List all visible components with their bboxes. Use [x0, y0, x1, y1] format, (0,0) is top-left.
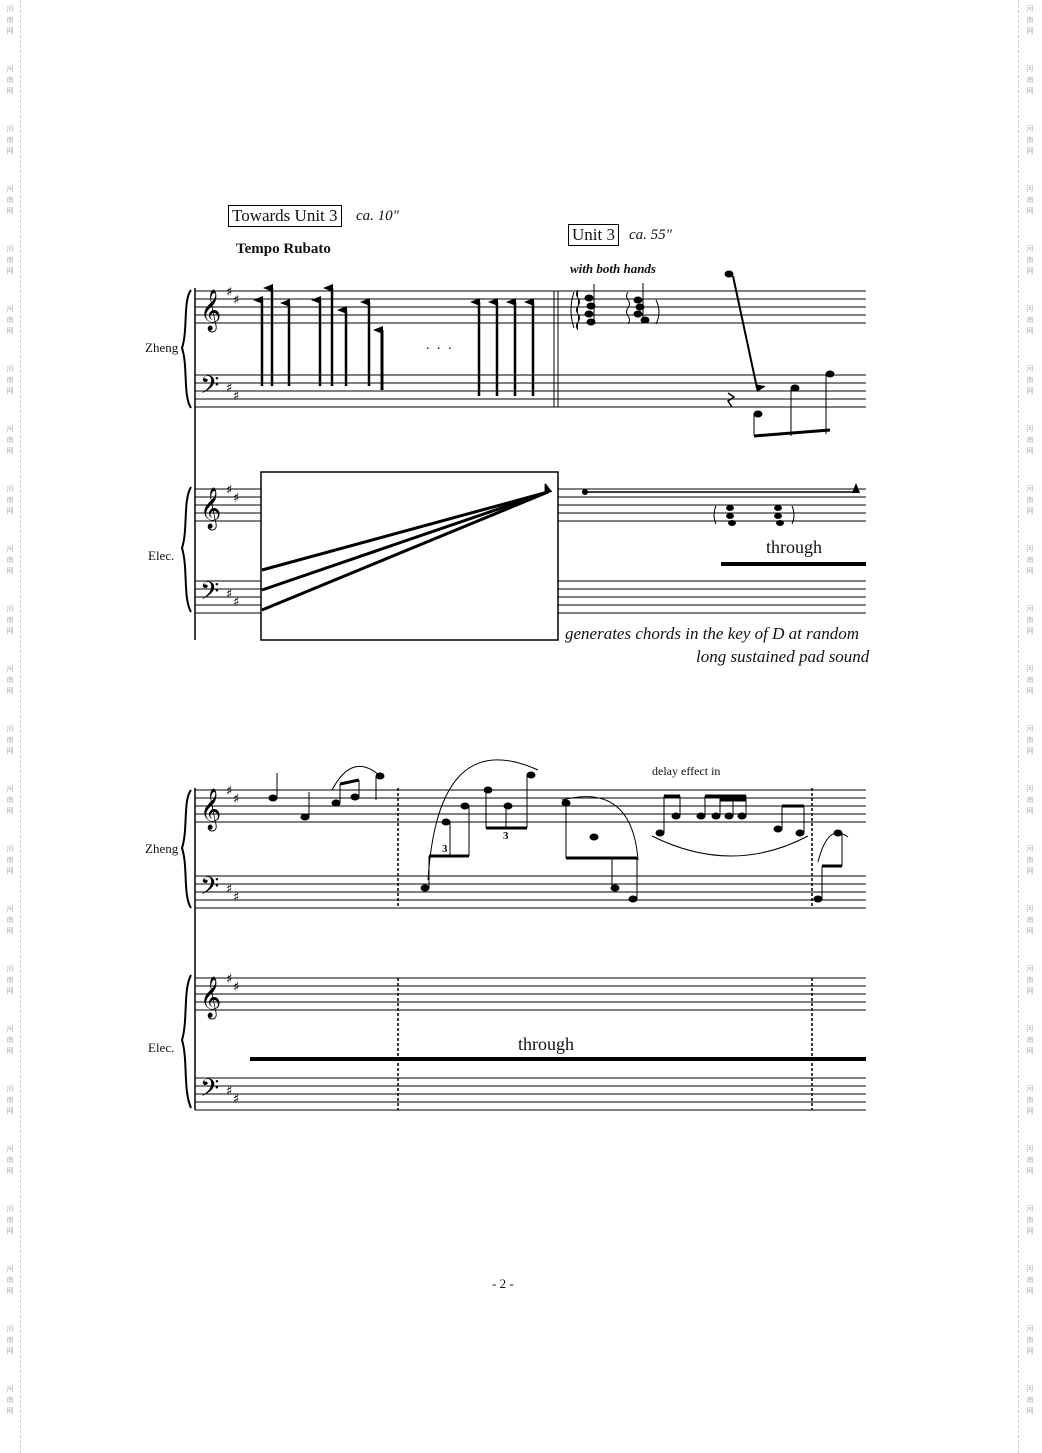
elec-label-2: Elec.: [148, 1040, 175, 1055]
watermark-glyph: 河: [6, 965, 14, 973]
watermark-glyph: 网: [1026, 447, 1034, 455]
watermark-glyph: 网: [1026, 1227, 1034, 1235]
watermark-glyph: 河: [1026, 485, 1034, 493]
watermark-glyph: 河: [1026, 1085, 1034, 1093]
watermark-glyph: 河: [1026, 1025, 1034, 1033]
watermark-glyph: 南: [6, 856, 14, 864]
watermark-glyph: 河: [6, 245, 14, 253]
watermark-glyph: 河: [6, 1205, 14, 1213]
watermark-glyph: 网: [1026, 147, 1034, 155]
watermark-glyph: 网: [1026, 627, 1034, 635]
watermark-glyph: 网: [6, 507, 14, 515]
watermark-glyph: 南: [6, 556, 14, 564]
watermark-glyph: 河: [1026, 65, 1034, 73]
watermark-glyph: 网: [6, 27, 14, 35]
watermark-glyph: 网: [6, 147, 14, 155]
svg-text:♯: ♯: [226, 587, 233, 602]
strum-arrows: [262, 288, 533, 396]
notes-measure-2: [421, 760, 848, 902]
watermark-glyph: 网: [1026, 1407, 1034, 1415]
elec-label-1: Elec.: [148, 548, 175, 563]
watermark-glyph: 网: [6, 1107, 14, 1115]
watermark-glyph: 河: [1026, 725, 1034, 733]
watermark-glyph: 河: [6, 305, 14, 313]
svg-text:𝄞: 𝄞: [200, 290, 222, 331]
zheng-treble-staff-2: [195, 790, 866, 822]
svg-text:♯: ♯: [233, 491, 240, 506]
watermark-glyph: 网: [6, 447, 14, 455]
watermark-glyph: 南: [1026, 916, 1034, 924]
watermark-glyph: 网: [6, 747, 14, 755]
watermark-glyph: 河: [6, 185, 14, 193]
watermark-glyph: 网: [1026, 1107, 1034, 1115]
watermark-glyph: 河: [1026, 365, 1034, 373]
watermark-glyph: 南: [1026, 1096, 1034, 1104]
watermark-glyph: 南: [1026, 1276, 1034, 1284]
watermark-glyph: 南: [1026, 376, 1034, 384]
towards-unit-label: Towards Unit 3: [228, 205, 342, 227]
watermark-glyph: 南: [1026, 436, 1034, 444]
technique-text: with both hands: [570, 261, 656, 276]
watermark-glyph: 网: [6, 567, 14, 575]
watermark-glyph: 网: [1026, 987, 1034, 995]
through-text-1: through: [766, 537, 822, 557]
watermark-glyph: 河: [6, 1085, 14, 1093]
notes-measure-1: [269, 766, 384, 820]
watermark-glyph: 网: [1026, 1287, 1034, 1295]
zheng-treble-staff: [195, 291, 866, 323]
watermark-glyph: 河: [1026, 125, 1034, 133]
svg-text:♯: ♯: [233, 1092, 240, 1107]
svg-text:♯: ♯: [233, 890, 240, 905]
watermark-glyph: 网: [6, 1287, 14, 1295]
zheng-bass-staff: [195, 375, 866, 407]
watermark-glyph: 南: [6, 1156, 14, 1164]
watermark-glyph: 网: [6, 387, 14, 395]
watermark-glyph: 南: [1026, 196, 1034, 204]
ellipsis: . . .: [426, 338, 454, 353]
svg-text:♯: ♯: [233, 293, 240, 308]
watermark-glyph: 南: [1026, 76, 1034, 84]
watermark-glyph: 南: [1026, 736, 1034, 744]
watermark-glyph: 网: [6, 927, 14, 935]
watermark-glyph: 南: [1026, 616, 1034, 624]
watermark-glyph: 南: [6, 1036, 14, 1044]
watermark-glyph: 河: [1026, 965, 1034, 973]
page-number: - 2 -: [492, 1276, 514, 1291]
watermark-glyph: 河: [6, 1025, 14, 1033]
triplet-mark-1: 3: [442, 843, 448, 855]
watermark-glyph: 河: [6, 665, 14, 673]
svg-text:♯: ♯: [226, 483, 233, 498]
watermark-glyph: 河: [1026, 605, 1034, 613]
watermark-glyph: 南: [6, 316, 14, 324]
watermark-glyph: 网: [1026, 867, 1034, 875]
svg-text:♯: ♯: [233, 980, 240, 995]
watermark-glyph: 南: [1026, 16, 1034, 24]
svg-text:♯: ♯: [226, 784, 233, 799]
watermark-glyph: 网: [1026, 927, 1034, 935]
zheng-label-2: Zheng: [145, 841, 179, 856]
watermark-glyph: 河: [6, 545, 14, 553]
unit-3-label: Unit 3: [568, 224, 619, 246]
watermark-glyph: 网: [6, 267, 14, 275]
watermark-glyph: 南: [1026, 316, 1034, 324]
watermark-glyph: 河: [1026, 305, 1034, 313]
watermark-glyph: 河: [1026, 1265, 1034, 1273]
watermark-glyph: 河: [6, 5, 14, 13]
triplet-mark-2: 3: [503, 830, 509, 842]
clefs-system-2: [200, 784, 239, 1109]
watermark-glyph: 河: [6, 365, 14, 373]
watermark-glyph: 网: [6, 1047, 14, 1055]
watermark-glyph: 南: [1026, 796, 1034, 804]
watermark-glyph: 河: [1026, 545, 1034, 553]
tempo-marking: Tempo Rubato: [236, 241, 331, 257]
watermark-glyph: 河: [1026, 1385, 1034, 1393]
elec-treble-staff-2: [195, 978, 866, 1010]
watermark-glyph: 网: [1026, 27, 1034, 35]
watermark-glyph: 河: [6, 725, 14, 733]
watermark-glyph: 河: [6, 1325, 14, 1333]
svg-text:♯: ♯: [233, 595, 240, 610]
watermark-glyph: 网: [1026, 807, 1034, 815]
through-text-2: through: [518, 1034, 574, 1054]
watermark-glyph: 网: [6, 627, 14, 635]
watermark-glyph: 南: [1026, 1156, 1034, 1164]
watermark-glyph: 南: [1026, 1336, 1034, 1344]
watermark-glyph: 南: [6, 436, 14, 444]
watermark-glyph: 网: [6, 867, 14, 875]
delay-effect-text: delay effect in: [652, 764, 721, 778]
watermark-glyph: 网: [1026, 387, 1034, 395]
watermark-glyph: 南: [6, 676, 14, 684]
watermark-glyph: 网: [1026, 327, 1034, 335]
watermark-glyph: 网: [6, 1347, 14, 1355]
svg-text:𝄞: 𝄞: [200, 789, 222, 830]
elec-bass-staff-2: [195, 1078, 866, 1110]
watermark-glyph: 网: [6, 1407, 14, 1415]
watermark-glyph: 河: [1026, 905, 1034, 913]
watermark-glyph: 南: [6, 256, 14, 264]
watermark-glyph: 河: [6, 425, 14, 433]
watermark-glyph: 网: [1026, 567, 1034, 575]
watermark-glyph: 南: [1026, 676, 1034, 684]
watermark-glyph: 南: [6, 1216, 14, 1224]
zheng-label-1: Zheng: [145, 340, 179, 355]
elec-chords: [714, 506, 794, 526]
watermark-glyph: 南: [6, 496, 14, 504]
dashed-barlines: [398, 788, 812, 1110]
watermark-glyph: 南: [1026, 496, 1034, 504]
watermark-glyph: 河: [1026, 245, 1034, 253]
watermark-glyph: 南: [6, 1276, 14, 1284]
watermark-glyph: 网: [1026, 1347, 1034, 1355]
watermark-glyph: 河: [1026, 1205, 1034, 1213]
watermark-glyph: 网: [6, 207, 14, 215]
watermark-glyph: 河: [6, 1265, 14, 1273]
zheng-bass-staff-2: [195, 876, 866, 908]
watermark-glyph: 河: [6, 845, 14, 853]
watermark-glyph: 南: [1026, 1396, 1034, 1404]
watermark-glyph: 河: [1026, 785, 1034, 793]
watermark-glyph: 南: [6, 916, 14, 924]
watermark-glyph: 南: [1026, 1216, 1034, 1224]
watermark-glyph: 南: [6, 1096, 14, 1104]
watermark-glyph: 河: [6, 125, 14, 133]
unit3-figure: [725, 271, 834, 436]
watermark-glyph: 南: [6, 376, 14, 384]
watermark-glyph: 河: [6, 785, 14, 793]
watermark-glyph: 南: [1026, 256, 1034, 264]
watermark-glyph: 网: [6, 1167, 14, 1175]
watermark-glyph: 网: [6, 87, 14, 95]
watermark-glyph: 网: [6, 1227, 14, 1235]
svg-text:𝄢: 𝄢: [200, 1074, 220, 1109]
watermark-glyph: 南: [6, 736, 14, 744]
watermark-glyph: 网: [1026, 507, 1034, 515]
watermark-glyph: 河: [1026, 665, 1034, 673]
svg-text:♯: ♯: [226, 381, 233, 396]
watermark-glyph: 河: [1026, 425, 1034, 433]
watermark-glyph: 网: [1026, 747, 1034, 755]
watermark-glyph: 河: [6, 905, 14, 913]
towards-duration: ca. 10": [356, 208, 399, 224]
svg-text:𝄢: 𝄢: [200, 371, 220, 406]
svg-text:♯: ♯: [226, 1084, 233, 1099]
svg-text:♯: ♯: [226, 882, 233, 897]
watermark-glyph: 河: [6, 1145, 14, 1153]
watermark-glyph: 河: [1026, 1325, 1034, 1333]
watermark-glyph: 河: [6, 605, 14, 613]
watermark-glyph: 南: [6, 136, 14, 144]
watermark-glyph: 网: [6, 987, 14, 995]
watermark-glyph: 南: [6, 1336, 14, 1344]
svg-text:♯: ♯: [226, 972, 233, 987]
svg-text:♯: ♯: [226, 285, 233, 300]
watermark-glyph: 南: [1026, 1036, 1034, 1044]
watermark-glyph: 河: [1026, 185, 1034, 193]
watermark-glyph: 南: [6, 1396, 14, 1404]
watermark-glyph: 河: [1026, 5, 1034, 13]
watermark-glyph: 网: [1026, 207, 1034, 215]
watermark-glyph: 网: [6, 807, 14, 815]
watermark-glyph: 网: [6, 327, 14, 335]
watermark-glyph: 网: [1026, 1047, 1034, 1055]
watermark-glyph: 河: [1026, 845, 1034, 853]
watermark-glyph: 网: [1026, 1167, 1034, 1175]
watermark-glyph: 南: [1026, 856, 1034, 864]
watermark-glyph: 河: [6, 485, 14, 493]
svg-text:𝄢: 𝄢: [200, 872, 220, 907]
watermark-glyph: 网: [6, 687, 14, 695]
unit-3-duration: ca. 55": [629, 227, 672, 243]
watermark-glyph: 南: [6, 196, 14, 204]
system-2: [182, 760, 866, 1110]
svg-text:𝄞: 𝄞: [200, 488, 222, 529]
watermark-glyph: 南: [6, 796, 14, 804]
watermark-glyph: 网: [1026, 687, 1034, 695]
svg-text:𝄞: 𝄞: [200, 977, 222, 1018]
watermark-glyph: 南: [6, 76, 14, 84]
watermark-glyph: 网: [1026, 87, 1034, 95]
watermark-glyph: 河: [1026, 1145, 1034, 1153]
watermark-glyph: 南: [6, 16, 14, 24]
watermark-glyph: 网: [1026, 267, 1034, 275]
watermark-glyph: 河: [6, 1385, 14, 1393]
electronics-note-2: long sustained pad sound: [696, 647, 870, 666]
svg-text:𝄢: 𝄢: [200, 577, 220, 612]
clefs-system-1: [200, 285, 239, 612]
electronics-note-1: generates chords in the key of D at random: [565, 624, 859, 643]
watermark-glyph: 南: [1026, 136, 1034, 144]
watermark-glyph: 南: [6, 976, 14, 984]
watermark-glyph: 南: [1026, 976, 1034, 984]
svg-text:♯: ♯: [233, 389, 240, 404]
svg-text:♯: ♯: [233, 792, 240, 807]
system-1: [182, 271, 866, 640]
watermark-glyph: 河: [6, 65, 14, 73]
watermark-glyph: 南: [1026, 556, 1034, 564]
watermark-glyph: 南: [6, 616, 14, 624]
